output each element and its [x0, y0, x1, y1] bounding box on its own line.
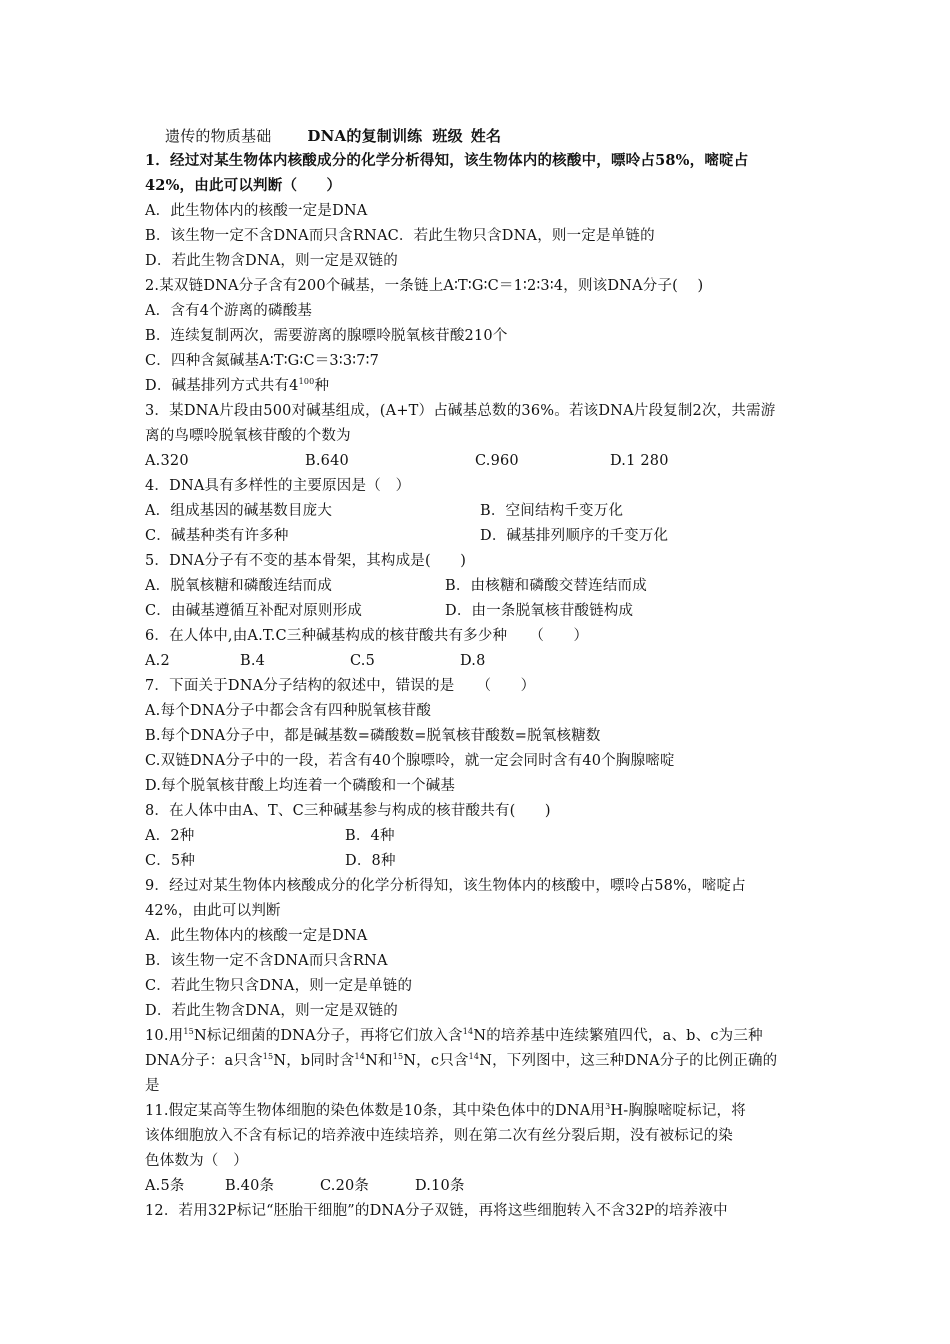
- q11-option-a: A.5条: [145, 1178, 185, 1194]
- q2-option-d: [145, 377, 329, 395]
- q8-stem: 8．在人体中由A、T、C三种碱基参与构成的核苷酸共有( ): [145, 803, 551, 819]
- q4-option-d: D．碱基排列顺序的千变万化: [480, 528, 669, 544]
- q3-option-b: B.640: [305, 453, 349, 469]
- q8-options-row2: [145, 852, 396, 870]
- q4-options-row1: [145, 502, 623, 520]
- q3-stem-line1: 3．某DNA片段由500对碱基组成，(A+T）占碱基总数的36%。若该DNA片段复制2次，共需游: [145, 403, 776, 419]
- q11-text: H-胸腺嘧啶标记，将: [610, 1103, 746, 1119]
- q4-option-c: C．碱基种类有许多种: [145, 528, 289, 544]
- q4-option-a: A．组成基因的碱基数目庞大: [145, 503, 333, 519]
- q4-stem: 4．DNA具有多样性的主要原因是（ ）: [145, 478, 411, 494]
- q2-option-c: C．四种含氮碱基A∶T∶G∶C＝3∶3∶7∶7: [145, 353, 380, 369]
- q3-option-d: D.1 280: [610, 453, 669, 469]
- q1-stem-line1: 1．经过对某生物体内核酸成分的化学分析得知，该生物体内的核酸中，嘌呤占58%，嘧啶占: [145, 152, 749, 169]
- q3-option-c: C.960: [475, 453, 519, 469]
- q6-options: [145, 652, 486, 670]
- q10-text: 10.用: [145, 1028, 184, 1044]
- q8-option-b: B．4种: [345, 828, 395, 844]
- q7-option-c: C.双链DNA分子中的一段，若含有40个腺嘌呤，就一定会同时含有40个胸腺嘧啶: [145, 753, 675, 769]
- q6-option-b: B.4: [240, 653, 266, 669]
- isotope-superscript: 15: [262, 1052, 274, 1062]
- q11-stem-line2: 该体细胞放入不含有标记的培养液中连续培养，则在第二次有丝分裂后期，没有被标记的染: [145, 1128, 733, 1144]
- q11-option-c: C.20条: [320, 1178, 370, 1194]
- q8-option-a: A．2种: [145, 828, 195, 844]
- q10-text: N，c只含: [403, 1053, 469, 1069]
- q8-options-row1: [145, 827, 395, 845]
- isotope-superscript: 14: [468, 1052, 480, 1062]
- name-label: 姓名: [470, 127, 502, 145]
- isotope-superscript: 14: [354, 1052, 366, 1062]
- q1-option-b: B．该生物一定不含DNA而只含RNAC．若此生物只含DNA，则一定是单链的: [145, 228, 655, 244]
- q4-option-b: B．空间结构千变万化: [480, 503, 624, 519]
- q12-stem: 12．若用32P标记“胚胎干细胞”的DNA分子双链，再将这些细胞转入不含32P的培养液中: [145, 1203, 728, 1219]
- q5-option-b: B．由核糖和磷酸交替连结而成: [445, 578, 647, 594]
- isotope-superscript: 3: [605, 1102, 611, 1112]
- class-label: 班级: [432, 127, 463, 145]
- q3-option-a: A.320: [145, 453, 189, 469]
- q1-option-d: D．若此生物含DNA，则一定是双链的: [145, 253, 399, 269]
- worksheet-header: [165, 127, 501, 145]
- q5-options-row2: [145, 602, 633, 620]
- q9-stem-line1: 9．经过对某生物体内核酸成分的化学分析得知，该生物体内的核酸中，嘌呤占58%，嘧啶占: [145, 878, 746, 894]
- q9-option-a: A．此生物体内的核酸一定是DNA: [145, 928, 368, 944]
- isotope-superscript: 15: [392, 1052, 404, 1062]
- q6-option-c: C.5: [350, 653, 376, 669]
- q2-option-a: A．含有4个游离的磷酸基: [145, 303, 313, 319]
- q6-option-a: A.2: [145, 653, 170, 669]
- q5-option-d: D．由一条脱氧核苷酸链构成: [445, 603, 634, 619]
- q8-option-d: D．8种: [345, 853, 396, 869]
- topic-label: DNA的复制训练: [307, 127, 423, 145]
- q10-text: DNA分子：a只含: [145, 1053, 263, 1069]
- q7-option-a: A.每个DNA分子中都会含有四种脱氧核苷酸: [145, 703, 432, 719]
- q2-option-d-text: D．碱基排列方式共有4: [145, 378, 299, 394]
- q10-text: N的培养基中连续繁殖四代，a、b、c为三种: [473, 1028, 763, 1044]
- q5-option-c: C．由碱基遵循互补配对原则形成: [145, 603, 363, 619]
- q5-stem: 5．DNA分子有不变的基本骨架，其构成是( ): [145, 553, 467, 569]
- q7-option-b: B.每个DNA分子中，都是碱基数=磷酸数=脱氧核苷酸数=脱氧核糖数: [145, 728, 601, 744]
- q5-option-a: A．脱氧核糖和磷酸连结而成: [145, 578, 333, 594]
- subject-label: 遗传的物质基础: [165, 127, 272, 145]
- q7-option-d: D.每个脱氧核苷酸上均连着一个磷酸和一个碱基: [145, 778, 456, 794]
- q11-stem-line1: [145, 1102, 746, 1120]
- q8-option-c: C．5种: [145, 853, 196, 869]
- q7-stem: 7．下面关于DNA分子结构的叙述中，错误的是 （ ）: [145, 678, 536, 694]
- q3-stem-line2: 离的鸟嘌呤脱氧核苷酸的个数为: [145, 428, 351, 444]
- q1-option-a: A．此生物体内的核酸一定是DNA: [145, 203, 368, 219]
- q10-stem-line2: [145, 1052, 777, 1070]
- q1-stem-line2: 42%，由此可以判断（ ）: [145, 177, 342, 194]
- q2-option-d-suffix: 种: [314, 378, 330, 394]
- q10-text: N，下列图中，这三种DNA分子的比例正确的: [479, 1053, 778, 1069]
- q9-option-b: B．该生物一定不含DNA而只含RNA: [145, 953, 388, 969]
- q11-option-d: D.10条: [415, 1178, 465, 1194]
- q2-option-b: B．连续复制两次，需要游离的腺嘌呤脱氧核苷酸210个: [145, 328, 508, 344]
- q9-stem-line2: 42%，由此可以判断: [145, 903, 281, 919]
- q6-option-d: D.8: [460, 653, 486, 669]
- q11-option-b: B.40条: [225, 1178, 275, 1194]
- q2-option-d-exponent: 100: [298, 377, 315, 387]
- q9-option-d: D．若此生物含DNA，则一定是双链的: [145, 1003, 399, 1019]
- q10-text: N和: [365, 1053, 393, 1069]
- q4-options-row2: [145, 527, 668, 545]
- isotope-superscript: 14: [462, 1027, 474, 1037]
- q5-options-row1: [145, 577, 647, 595]
- q11-options: [145, 1177, 465, 1195]
- isotope-superscript: 15: [183, 1027, 194, 1037]
- q11-text: 11.假定某高等生物体细胞的染色体数是10条，其中染色体中的DNA用: [145, 1103, 606, 1119]
- q9-option-c: C．若此生物只含DNA，则一定是单链的: [145, 978, 413, 994]
- q10-stem-line1: [145, 1027, 763, 1045]
- q2-stem: 2.某双链DNA分子含有200个碱基，一条链上A∶T∶G∶C＝1∶2∶3∶4，则该DNA分子( ): [145, 278, 704, 294]
- q11-stem-line3: 色体数为（ ）: [145, 1153, 248, 1169]
- q10-text: N标记细菌的DNA分子，再将它们放入含: [193, 1028, 463, 1044]
- q6-stem: 6．在人体中,由A.T.C三种碱基构成的核苷酸共有多少种 （ ）: [145, 628, 589, 644]
- q10-text: N，b同时含: [273, 1053, 355, 1069]
- q3-options: [145, 452, 669, 470]
- q10-stem-line3: 是: [145, 1078, 160, 1094]
